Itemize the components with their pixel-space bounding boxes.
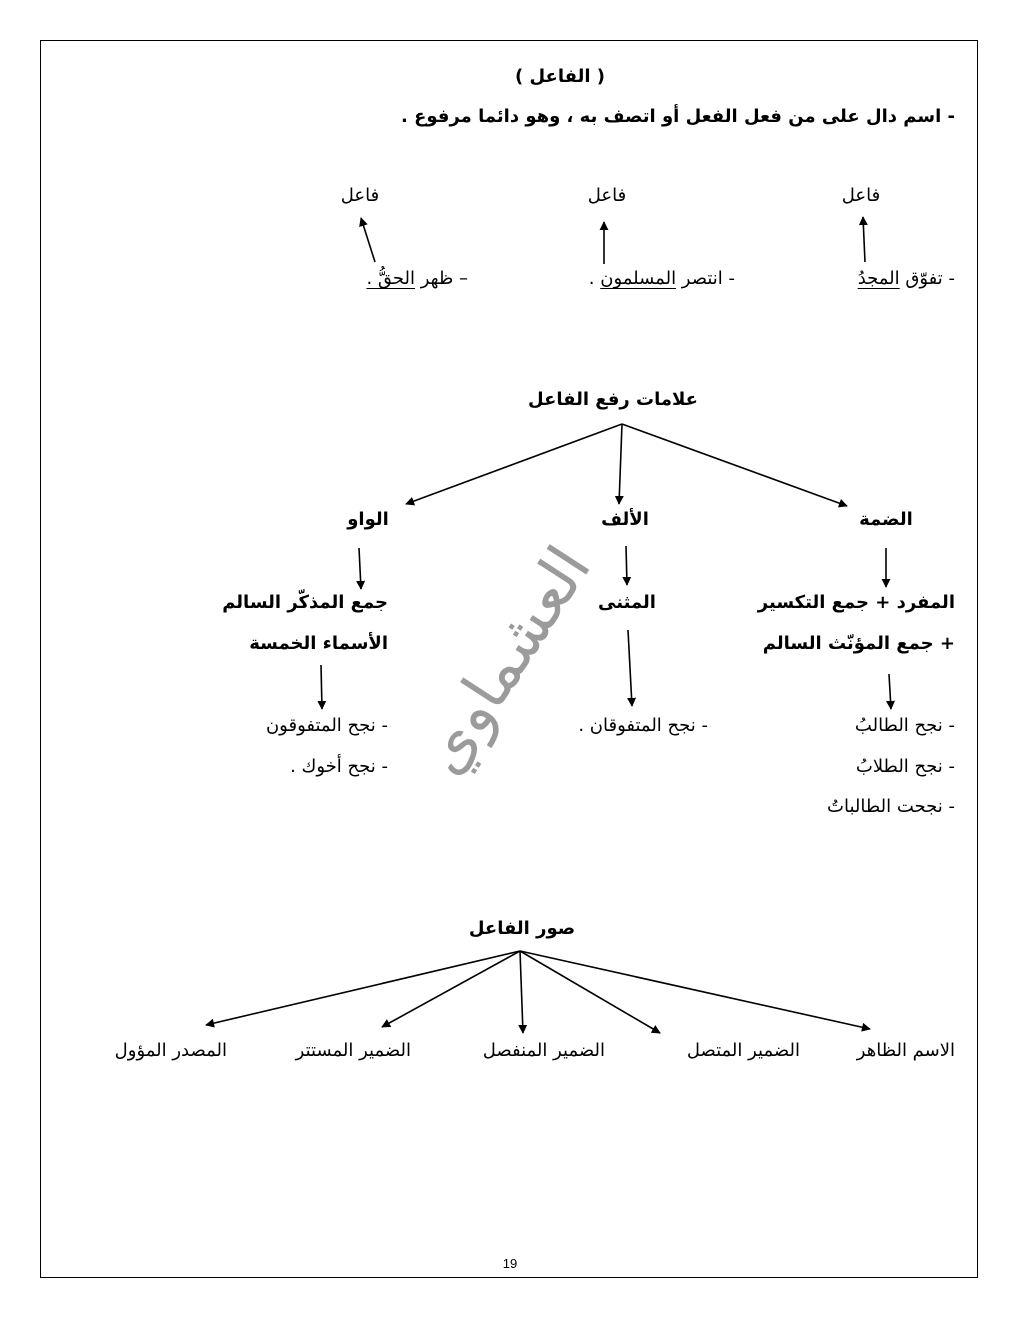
damma-applies-1: المفرد + جمع التكسير	[757, 592, 955, 613]
forms-arrow-3	[520, 951, 523, 1033]
forms-arrow-4	[382, 951, 520, 1027]
damma-example-1: - نجح الطالبُ	[854, 715, 955, 736]
damma-example-2: - نجح الطلابُ	[855, 756, 955, 777]
waw-example-arrow	[321, 665, 322, 709]
example-3-verb: – ظهر	[415, 268, 468, 289]
forms-arrow-2	[520, 951, 660, 1033]
example-2-subject: المسلمون	[600, 268, 677, 289]
forms-arrow-5	[206, 951, 520, 1025]
definition-text: - اسم دال على من فعل الفعل أو اتصف به ، وهو دائما مرفوع .	[400, 106, 955, 127]
example-3-label: فاعل	[340, 185, 380, 206]
watermark-text: العشماوي	[405, 533, 605, 787]
alif-example-1: - نجح المتفوقان .	[578, 715, 708, 736]
form-item-5: المصدر المؤول	[114, 1040, 227, 1061]
example-3-subject: الحقُّ .	[366, 268, 415, 289]
example-1-subject: المجدُ	[857, 268, 900, 289]
waw-title: الواو	[347, 509, 389, 530]
alif-title: الألف	[601, 509, 649, 530]
damma-example-arrow	[889, 674, 891, 709]
waw-example-2: - نجح أخوك .	[290, 756, 388, 777]
waw-down-arrow	[359, 548, 361, 589]
example-1-verb: - تفوّق	[899, 268, 955, 289]
waw-applies-1: جمع المذكّر السالم	[222, 592, 388, 613]
forms-arrow-1	[520, 951, 870, 1029]
form-item-3: الضمير المنفصل	[482, 1040, 605, 1061]
marks-heading: علامات رفع الفاعل	[528, 389, 698, 410]
damma-applies-2: + جمع المؤنّث السالم	[762, 633, 955, 654]
marks-arrow-waw	[406, 424, 622, 504]
alif-example-arrow	[628, 630, 632, 706]
waw-applies-2: الأسماء الخمسة	[249, 633, 388, 654]
example-1-label: فاعل	[841, 185, 881, 206]
form-item-1: الاسم الظاهر	[856, 1040, 955, 1061]
damma-example-3: - نجحت الطالباتُ	[827, 796, 955, 817]
waw-example-1: - نجح المتفوقون	[265, 715, 388, 736]
example-2-suffix: .	[588, 268, 601, 289]
example-1-arrow	[863, 217, 865, 262]
page-number: 19	[502, 1256, 518, 1271]
form-item-4: الضمير المستتر	[295, 1040, 411, 1061]
forms-heading: صور الفاعل	[468, 918, 576, 939]
example-3-arrow	[361, 218, 375, 262]
alif-down-arrow	[626, 546, 627, 585]
example-2-label: فاعل	[587, 185, 627, 206]
damma-title: الضمة	[859, 509, 913, 530]
example-2-verb: - انتصر	[676, 268, 735, 289]
marks-arrow-damma	[622, 424, 847, 506]
alif-applies-1: المثنى	[598, 592, 656, 613]
page-title: ( الفاعل )	[515, 66, 605, 87]
marks-arrow-alif	[619, 424, 622, 504]
form-item-2: الضمير المتصل	[686, 1040, 800, 1061]
